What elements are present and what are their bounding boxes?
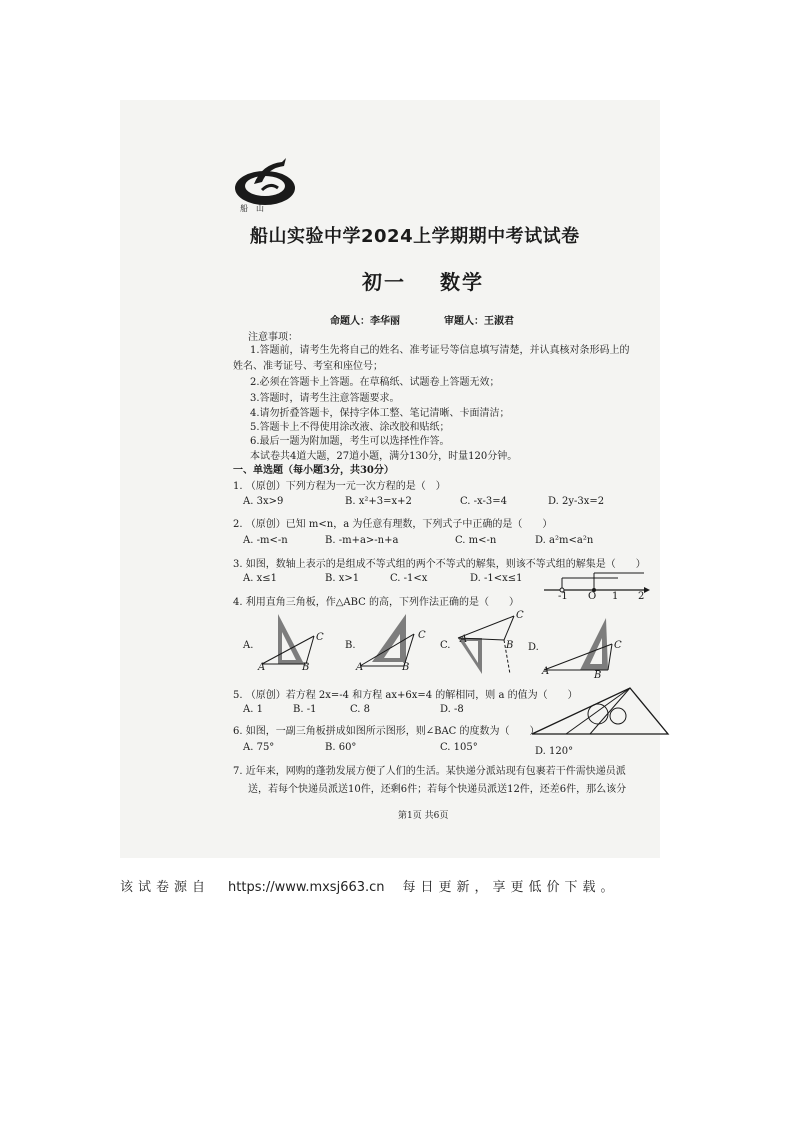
- axis-tick-label: -1: [558, 591, 568, 602]
- option: A. 1: [243, 704, 263, 715]
- question-stem: 送，若每个快递员派送10件，还剩6件；若每个快递员派送12件，还差6件，那么该分: [248, 784, 627, 795]
- option: B. -1: [293, 704, 317, 715]
- option: C.: [440, 640, 451, 651]
- question-stem: 7. 近年来，网购的蓬勃发展方便了人们的生活。某快递分派站现有包裹若干件需快递员派: [233, 766, 626, 777]
- option: C. 105°: [440, 742, 478, 753]
- question-stem: 5. （原创）若方程 2x=-4 和方程 ax+6x=4 的解相同，则 a 的值为（ ）: [233, 690, 578, 701]
- point-label-a: A: [460, 634, 468, 645]
- notes-line: 4.请勿折叠答题卡，保持字体工整、笔记清晰、卡面清洁；: [250, 408, 510, 419]
- question-stem: 2. （原创）已知 m<n，a 为任意有理数，下列式子中正确的是（ ）: [233, 519, 553, 530]
- footer-note: [120, 876, 619, 895]
- point-label-b: B: [506, 640, 514, 651]
- option: A. x≤1: [243, 573, 277, 584]
- point-label-c: C: [516, 610, 524, 621]
- option: D. a²m<a²n: [535, 535, 594, 546]
- axis-tick-label: 2: [638, 591, 645, 602]
- notes-line: 姓名、准考证号、考室和座位号；: [233, 361, 383, 372]
- footer-suffix: 每日更新，享更低价下载。: [402, 880, 619, 895]
- page-number: 第1页 共6页: [398, 811, 449, 821]
- option: C. m<-n: [455, 535, 497, 546]
- axis-tick-label: O: [588, 591, 597, 602]
- option: D. -8: [440, 704, 464, 715]
- option: D. -1<x≤1: [470, 573, 523, 584]
- question-stem: 6. 如图，一副三角板拼成如图所示图形，则∠BAC 的度数为（ ）: [233, 726, 540, 737]
- question-stem: 4. 利用直角三角板，作△ABC 的高，下列作法正确的是（ ）: [233, 597, 519, 608]
- question-stem: 3. 如图，数轴上表示的是组成不等式组的两个不等式的解集，则该不等式组的解集是（ ）: [233, 559, 646, 570]
- option: C. -x-3=4: [460, 496, 507, 507]
- point-label-c: C: [418, 630, 426, 641]
- author: 命题人：李华丽: [330, 316, 400, 327]
- point-label-b: B: [594, 670, 602, 681]
- option: D.: [528, 642, 539, 653]
- axis-tick-label: 1: [612, 591, 619, 602]
- footer-prefix: 该试卷源自: [120, 880, 211, 895]
- question-stem: 1. （原创）下列方程为一元一次方程的是（ ）: [233, 481, 446, 492]
- exam-subtitle: [362, 266, 484, 295]
- point-label-b: B: [302, 662, 310, 673]
- option: A. -m<-n: [243, 535, 288, 546]
- option: A.: [243, 640, 254, 651]
- notes-line: 5.答题卡上不得使用涂改液、涂改胶和贴纸；: [250, 422, 450, 433]
- option: B. x²+3=x+2: [345, 496, 412, 507]
- point-label-a: A: [356, 662, 364, 673]
- option-d-figure: [540, 616, 620, 680]
- notes-line: 6.最后一题为附加题，考生可以选择性作答。: [250, 436, 450, 447]
- option: B. 60°: [325, 742, 357, 753]
- section-heading: 一、单选题（每小题3分，共30分）: [233, 465, 394, 476]
- point-label-a: A: [258, 662, 266, 673]
- option: C. 8: [350, 704, 371, 715]
- reviewer: 审题人：王淑君: [444, 316, 514, 327]
- exam-title: 船山实验中学2024上学期期中考试试卷: [250, 226, 580, 247]
- notes-line: 1.答题前，请考生先将自己的姓名、准考证号等信息填写清楚，并认真核对条形码上的: [250, 345, 630, 356]
- point-label-b: B: [402, 662, 410, 673]
- logo-text: 船 山: [240, 204, 264, 213]
- grade: 初一: [362, 270, 406, 294]
- point-label-a: A: [542, 666, 550, 677]
- option: B. -m+a>-n+a: [325, 535, 399, 546]
- point-label-c: C: [316, 632, 324, 643]
- point-label-c: C: [614, 640, 622, 651]
- option: B.: [345, 640, 356, 651]
- authors: [330, 312, 514, 327]
- option: A. 75°: [243, 742, 275, 753]
- source-link[interactable]: https://www.mxsj663.cn: [228, 880, 385, 895]
- option: D. 2y-3x=2: [548, 496, 605, 507]
- notes-heading: 注意事项：: [248, 332, 298, 343]
- notes-summary: 本试卷共4道大题，27道小题，满分130分，时量120分钟。: [250, 451, 518, 462]
- option: B. x>1: [325, 573, 360, 584]
- option: C. -1<x: [390, 573, 428, 584]
- subject: 数学: [440, 270, 484, 294]
- option: D. 120°: [535, 746, 574, 757]
- set-square-figure: [530, 686, 670, 744]
- notes-line: 2.必须在答题卡上答题。在草稿纸、试题卷上答题无效；: [250, 377, 500, 388]
- notes-line: 3.答题时，请考生注意答题要求。: [250, 393, 400, 404]
- option: A. 3x>9: [243, 496, 284, 507]
